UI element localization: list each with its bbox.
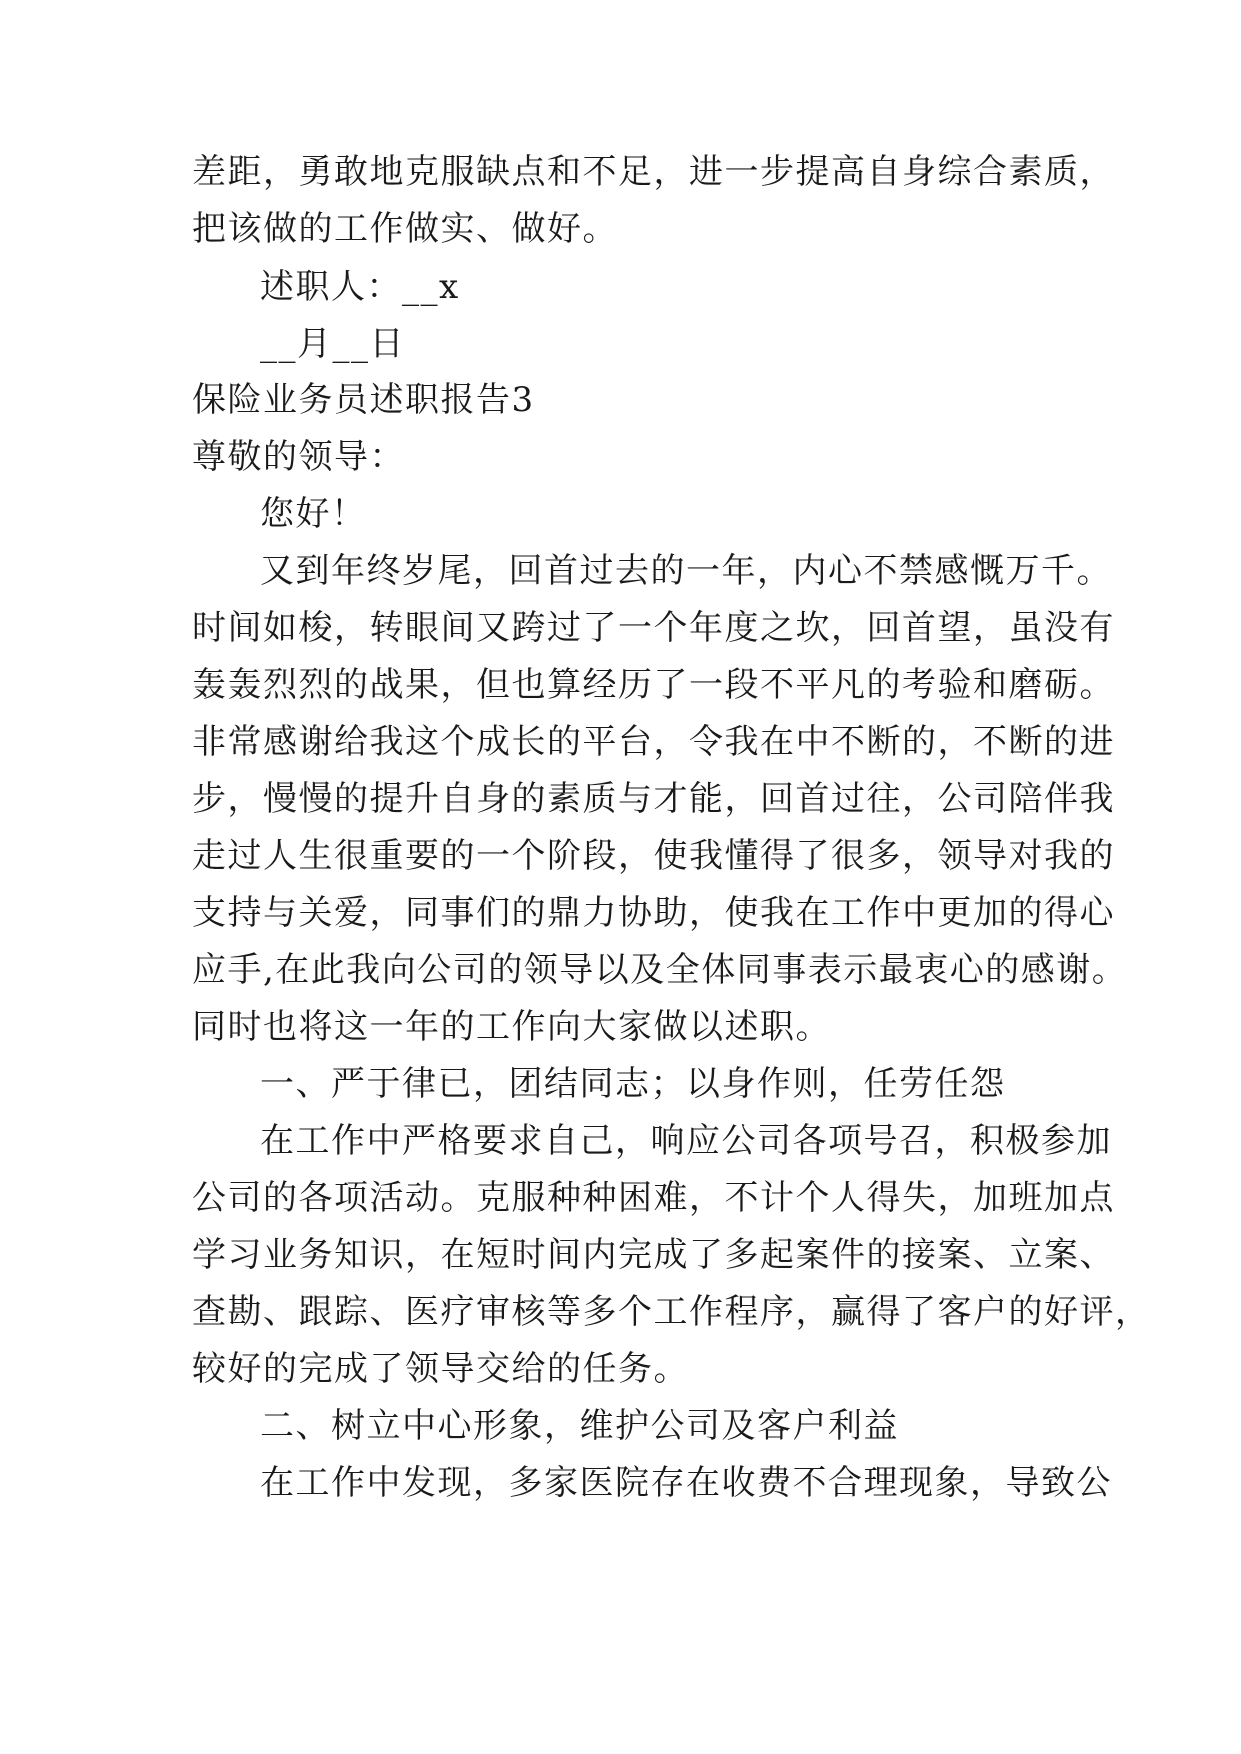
- heading-1: 一、严于律已，团结同志；以身作则，任劳任怨: [260, 1064, 1006, 1104]
- heading-2: 二、树立中心形象，维护公司及客户利益: [260, 1406, 899, 1446]
- text-line: 把该做的工作做实、做好。: [192, 209, 618, 249]
- date-line: __月__日: [260, 324, 405, 364]
- text-line: 差距，勇敢地克服缺点和不足，进一步提高自身综合素质，: [192, 152, 1115, 192]
- text-line: 在工作中发现，多家医院存在收费不合理现象，导致公: [260, 1463, 1112, 1503]
- text-line: 又到年终岁尾，回首过去的一年，内心不禁感慨万千。: [260, 551, 1112, 591]
- text-line: 支持与关爱，同事们的鼎力协助，使我在工作中更加的得心: [192, 893, 1115, 933]
- text-line: 较好的完成了领导交给的任务。: [192, 1349, 689, 1389]
- text-line: 非常感谢给我这个成长的平台，令我在中不断的，不断的进: [192, 722, 1115, 762]
- salutation: 尊敬的领导：: [192, 437, 405, 477]
- greeting: 您好！: [260, 494, 367, 534]
- text-line: 步，慢慢的提升自身的素质与才能，回首过往，公司陪伴我: [192, 779, 1115, 819]
- text-line: 查勘、跟踪、医疗审核等多个工作程序，赢得了客户的好评，: [192, 1292, 1151, 1332]
- text-line: 时间如梭，转眼间又跨过了一个年度之坎，回首望，虽没有: [192, 608, 1115, 648]
- text-line: 在工作中严格要求自己，响应公司各项号召，积极参加: [260, 1121, 1112, 1161]
- text-line: 轰轰烈烈的战果，但也算经历了一段不平凡的考验和磨砺。: [192, 665, 1115, 705]
- text-line: 公司的各项活动。克服种种困难，不计个人得失，加班加点: [192, 1178, 1115, 1218]
- text-line: 学习业务知识，在短时间内完成了多起案件的接案、立案、: [192, 1235, 1115, 1275]
- section-title: 保险业务员述职报告3: [192, 380, 535, 420]
- text-line: 应手,在此我向公司的领导以及全体同事表示最衷心的感谢。: [192, 950, 1128, 990]
- text-line: 同时也将这一年的工作向大家做以述职。: [192, 1007, 831, 1047]
- signature-line: 述职人：__x: [260, 267, 460, 307]
- text-line: 走过人生很重要的一个阶段，使我懂得了很多，领导对我的: [192, 836, 1115, 876]
